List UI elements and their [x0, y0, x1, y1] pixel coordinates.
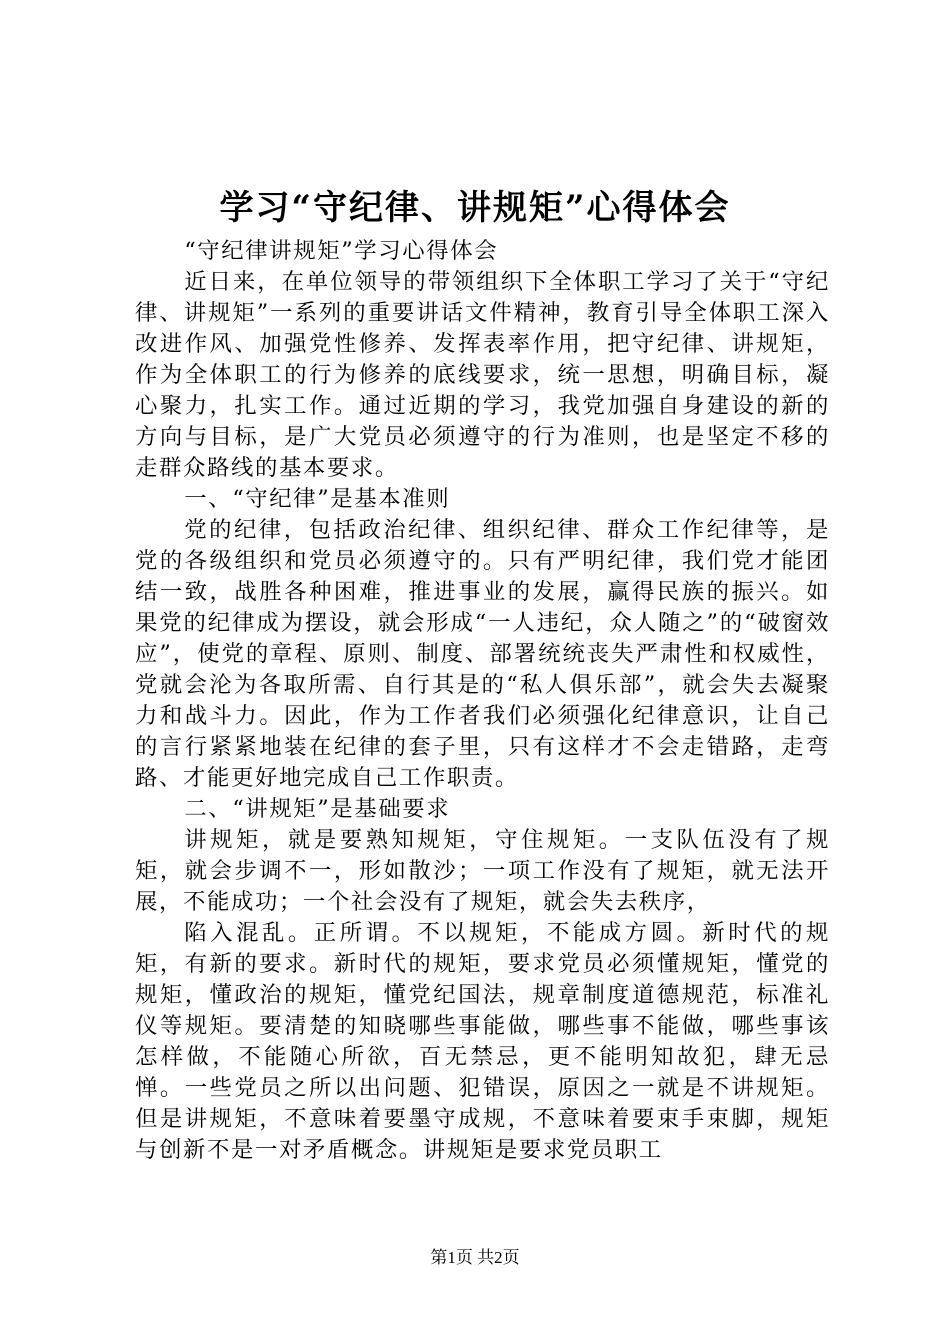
paragraph-intro: 近日来，在单位领导的带领组织下全体职工学习了关于“守纪律、讲规矩”一系列的重要讲话文件精神，教育引导全体职工深入改进作风、加强党性修养、发挥表率作用，把守纪律、讲规矩，作为全体职工的行为修养的底线要求，统一思想，明确目标，凝心聚力，扎实工作。通过近期的学习，我党加强自身建设的新的方向与目标，是广大党员必须遵守的行为准则，也是坚定不移的走群众路线的基本要求。: [135, 269, 830, 481]
section-heading-2: 二、“讲规矩”是基础要求: [184, 796, 451, 822]
document-subtitle: “守纪律讲规矩”学习心得体会: [184, 238, 499, 264]
paragraph-rules: 讲规矩，就是要熟知规矩，守住规矩。一支队伍没有了规矩，就会步调不一，形如散沙；一项工作没有了规矩，就无法开展，不能成功；一个社会没有了规矩，就会失去秩序，: [135, 827, 830, 915]
page-footer: 第1页 共2页: [430, 1248, 520, 1267]
document-title: 学习“守纪律、讲规矩”心得体会: [219, 188, 731, 228]
paragraph-discipline: 党的纪律，包括政治纪律、组织纪律、群众工作纪律等，是党的各级组织和党员必须遵守的。只有严明纪律，我们党才能团结一致，战胜各种困难，推进事业的发展，赢得民族的振兴。如果党的纪律成为摆设，就会形成“一人违纪，众人随之”的“破窗效应”，使党的章程、原则、制度、部署统统丧失严肃性和权威性，党就会沦为各取所需、自行其是的“私人俱乐部”，就会失去凝聚力和战斗力。因此，作为工作者我们必须强化纪律意识，让自己的言行紧紧地装在纪律的套子里，只有这样才不会走错路，走弯路、才能更好地完成自己工作职责。: [135, 517, 830, 791]
paragraph-rules-continued: 陷入混乱。正所谓。不以规矩，不能成方圆。新时代的规矩，有新的要求。新时代的规矩，要求党员必须懂规矩，懂党的规矩，懂政治的规矩，懂党纪国法，规章制度道德规范，标准礼仪等规矩。要清楚的知晓哪些事能做，哪些事不能做，哪些事该怎样做，不能随心所欲，百无禁忌，更不能明知故犯，肆无忌惮。一些党员之所以出问题、犯错误，原因之一就是不讲规矩。但是讲规矩，不意味着要墨守成规，不意味着要束手束脚，规矩与创新不是一对矛盾概念。讲规矩是要求党员职工: [135, 920, 830, 1163]
section-heading-1: 一、“守纪律”是基本准则: [184, 486, 451, 512]
document-body: [135, 236, 830, 1166]
